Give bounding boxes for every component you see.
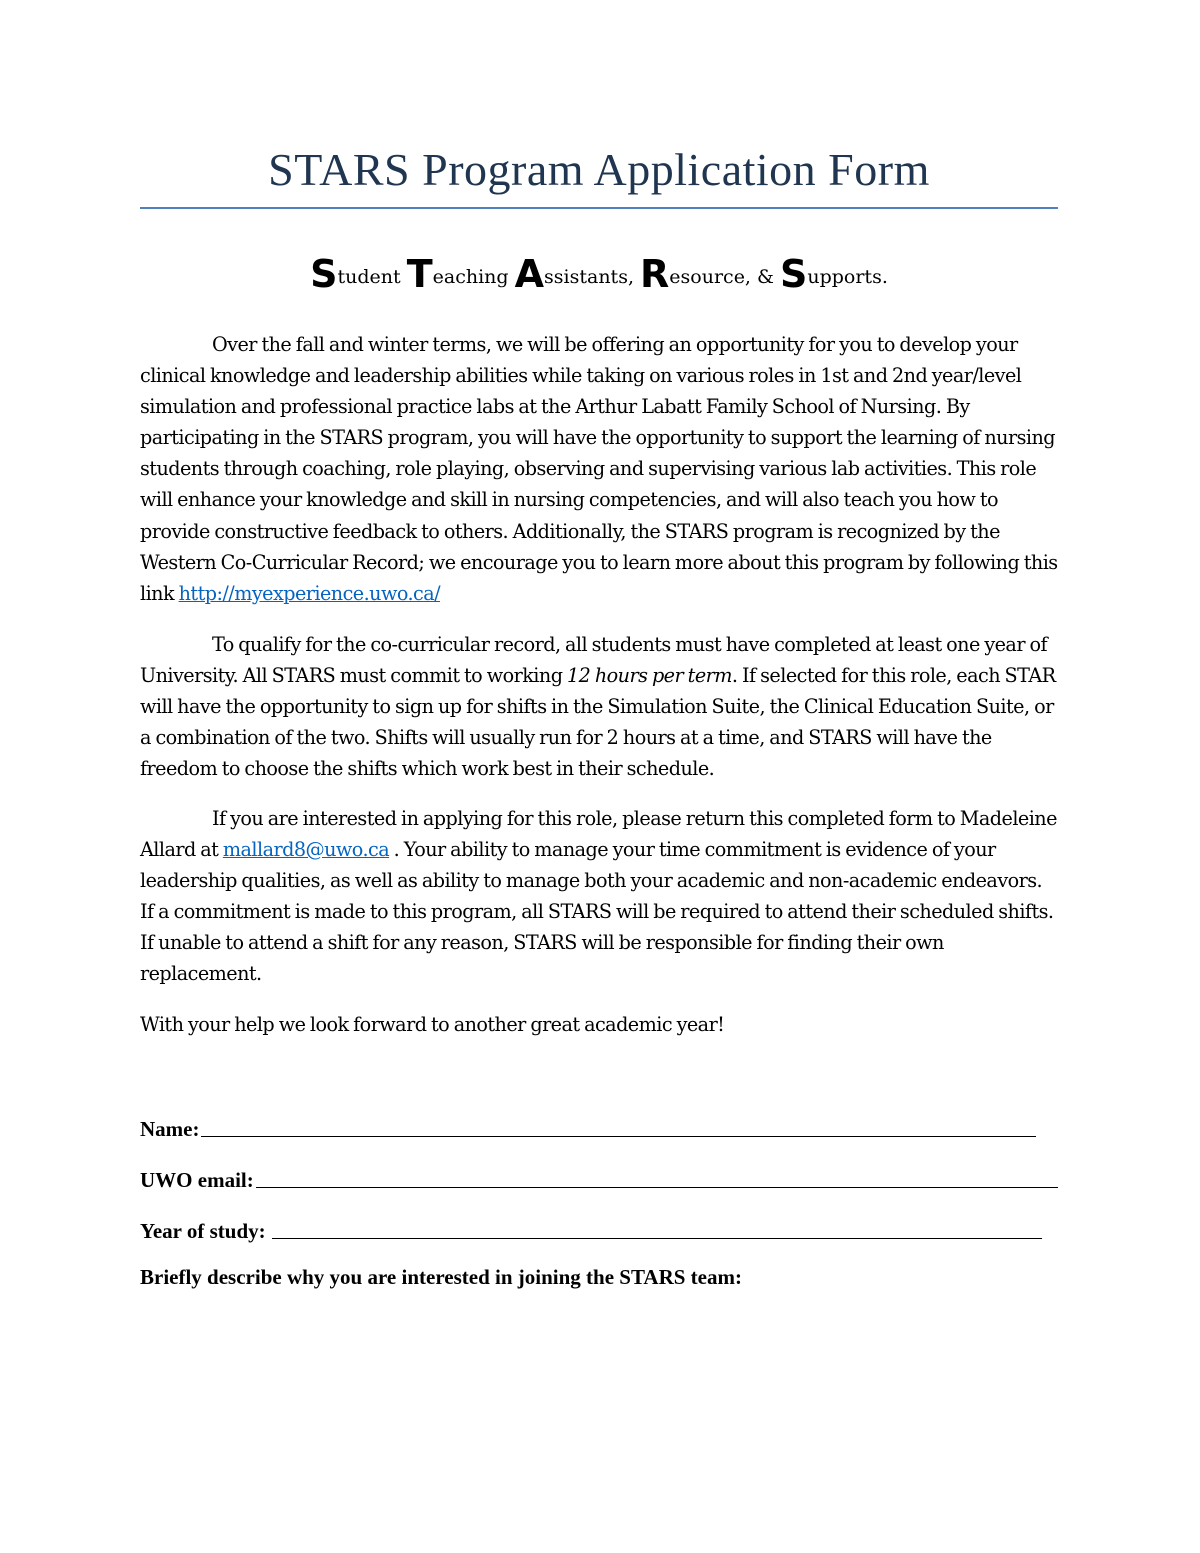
year-field-row <box>140 1212 1058 1244</box>
acronym-line <box>140 252 1058 296</box>
interest-prompt: Briefly describe why you are interested in joining the STARS team: <box>140 1265 742 1289</box>
requirements-paragraph <box>140 629 1058 784</box>
application-text-after: . Your ability to manage your time commitment is evidence of your leadership qualities, as well as ability to manage both your academic and non-academic endeavors. If a commitment is made to this program, all STARS will be required to attend their scheduled shifts. If unable to attend a shift for any reason, STARS will be responsible for finding their own replacement. <box>140 838 1054 986</box>
myexperience-link[interactable]: http://myexperience.uwo.ca/ <box>178 581 441 605</box>
year-field[interactable] <box>272 1238 1042 1239</box>
name-field[interactable] <box>201 1136 1036 1137</box>
contact-email-link[interactable]: mallard8@uwo.ca <box>222 838 390 862</box>
acronym-rest-s1: tudent <box>337 266 407 288</box>
intro-text: Over the fall and winter terms, we will be offering an opportunity for you to develop your clinical knowledge and leadership abilities while taking on various roles in 1st and 2nd year/level simulation and professional practice labs at the Arthur Labatt Family School of Nursing. By participating in the STARS program, you will have the opportunity to support the learning of nursing students through coaching, role playing, observing and supervising various lab activities. This role will enhance your knowledge and skill in nursing competencies, and will also teach you how to provide constructive feedback to others. Additionally, the STARS program is recognized by the Western Co-Curricular Record; we encourage you to learn more about this program by following this link <box>140 333 1058 605</box>
acronym-initial-r: R <box>640 252 670 296</box>
acronym-initial-t: T <box>406 252 433 296</box>
acronym-initial-a: A <box>514 252 545 296</box>
application-text-before: If you are interested in applying for this role, please return this completed form to Madeleine Allard at <box>140 807 1057 862</box>
requirements-text-after: . If selected for this role, each STAR will have the opportunity to sign up for shifts in the Simulation Suite, the Clinical Education Suite, or a combination of the two. Shifts will usually run for 2 hours at a time, and STARS will have the freedom to choose the shifts which work best in their schedule. <box>140 664 1056 781</box>
application-paragraph <box>140 803 1058 990</box>
acronym-initial-s1: S <box>310 252 338 296</box>
closing-line: With your help we look forward to another great academic year! <box>140 1013 725 1036</box>
year-label: Year of study: <box>140 1219 266 1243</box>
page-title: STARS Program Application Form <box>268 144 930 195</box>
acronym-rest-r: esource, & <box>669 266 780 288</box>
title-divider <box>140 207 1058 209</box>
acronym-initial-s2: S <box>779 252 808 296</box>
email-field-row <box>140 1161 1058 1193</box>
acronym-rest-t: eaching <box>432 266 515 288</box>
intro-paragraph <box>140 329 1058 609</box>
hours-emphasis: 12 hours per term <box>567 664 732 688</box>
name-field-row <box>140 1110 1058 1142</box>
acronym-rest-s2: upports. <box>807 266 888 288</box>
email-label: UWO email: <box>140 1168 254 1192</box>
acronym-rest-a: ssistants, <box>544 266 641 288</box>
requirements-text-before: To qualify for the co-curricular record, all students must have completed at least one year of University. All STARS must commit to working <box>140 633 1048 688</box>
name-label: Name: <box>140 1117 200 1141</box>
email-field[interactable] <box>256 1187 1058 1188</box>
